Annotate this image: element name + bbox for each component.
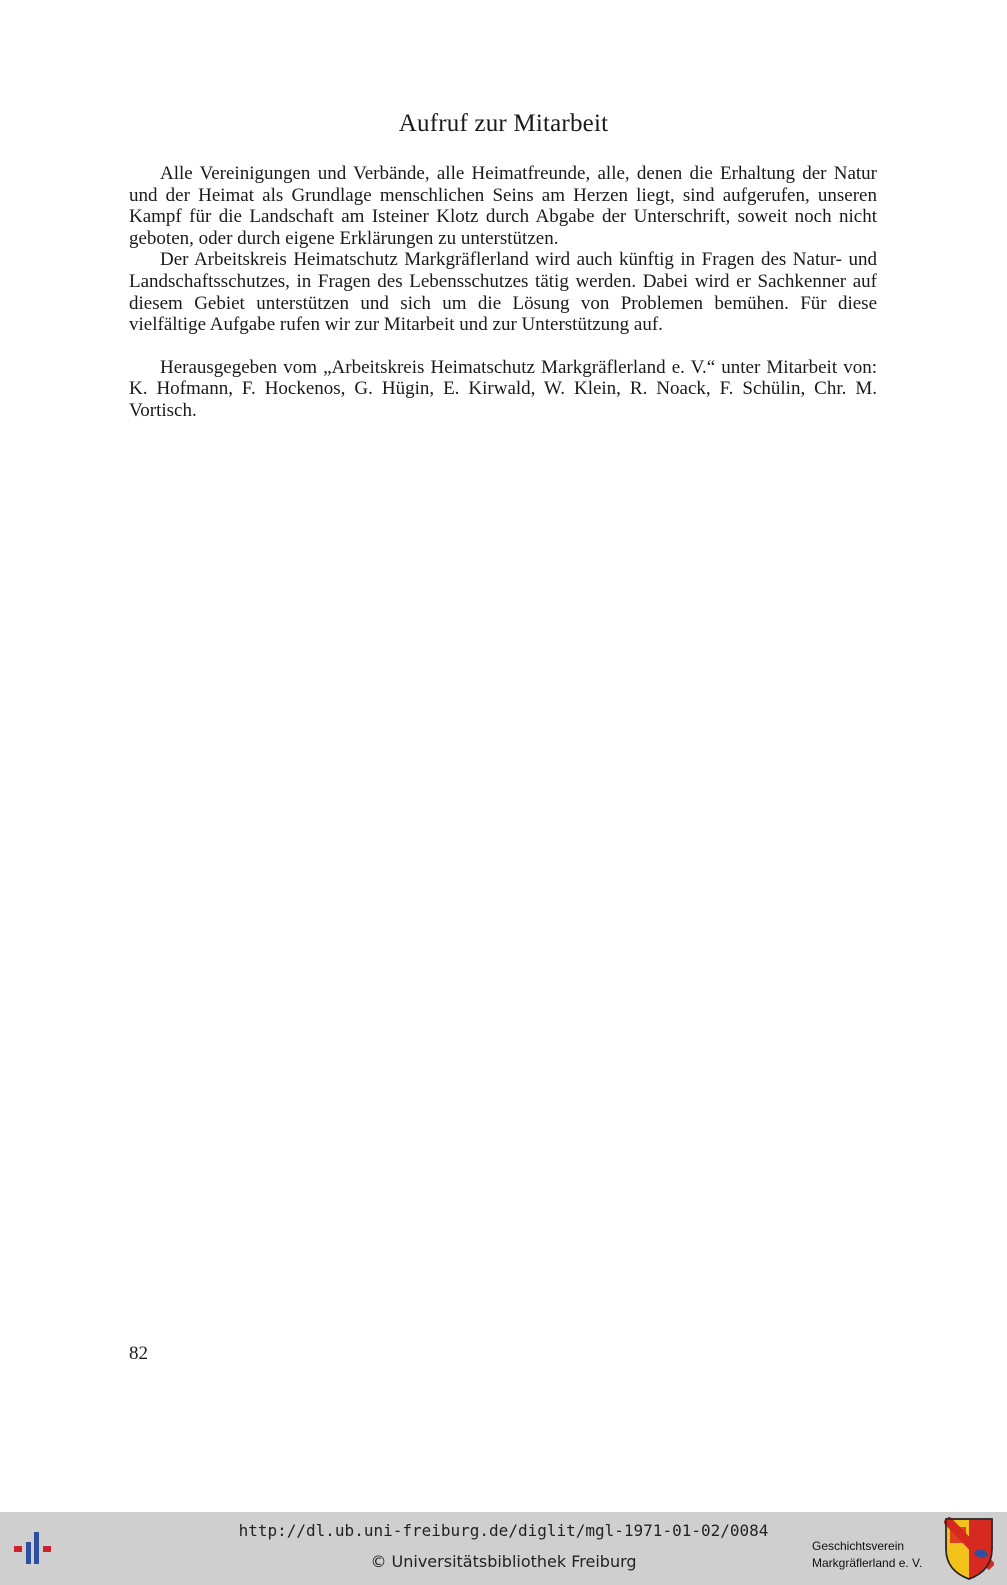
society-name-line2: Markgräflerland e. V. [812,1556,923,1570]
body-text [129,163,877,422]
coat-of-arms-icon [944,1517,994,1581]
footer-bar [0,1512,1007,1585]
footer-copyright: © Universitätsbibliothek Freiburg [370,1552,637,1571]
society-name [812,1538,922,1572]
paragraph-appeal: Alle Vereinigungen und Verbände, alle Heimatfreunde, alle, denen die Erhaltung der Natur und der Heimat als Grundlage menschlichen Seins am Herzen liegt, sind aufgerufen, unseren Kampf für die Landschaft am Isteiner Klotz durch Abgabe der Unterschrift, soweit noch nicht geboten, oder durch eigene Erklärungen zu unterstützen. [129,163,877,249]
page-number: 82 [129,1343,148,1364]
footer-url-link[interactable]: http://dl.ub.uni-freiburg.de/diglit/mgl-1971-01-02/0084 [238,1521,769,1540]
paragraph-publisher: Herausgegeben vom „Arbeitskreis Heimatschutz Markgräflerland e. V.“ unter Mitarbeit von: K. Hofmann, F. Hockenos, G. Hügin, E. Kirwald, W. Klein, R. Noack, F. Schülin, Chr. M. Vortisch. [129,356,877,421]
society-name-line1: Geschichtsverein [812,1539,905,1553]
page-title: Aufruf zur Mitarbeit [398,110,609,137]
paragraph-working-group: Der Arbeitskreis Heimatschutz Markgräflerland wird auch künftig in Fragen des Natur- und Landschaftsschutzes, in Fragen des Lebensschutzes tätig werden. Dabei wird er Sachkenner auf diesem Gebiet unterstützen und sich um die Lösung von Problemen bemühen. Für diese vielfältige Aufgabe rufen wir zur Mitarbeit und zur Unterstützung auf. [129,249,877,336]
